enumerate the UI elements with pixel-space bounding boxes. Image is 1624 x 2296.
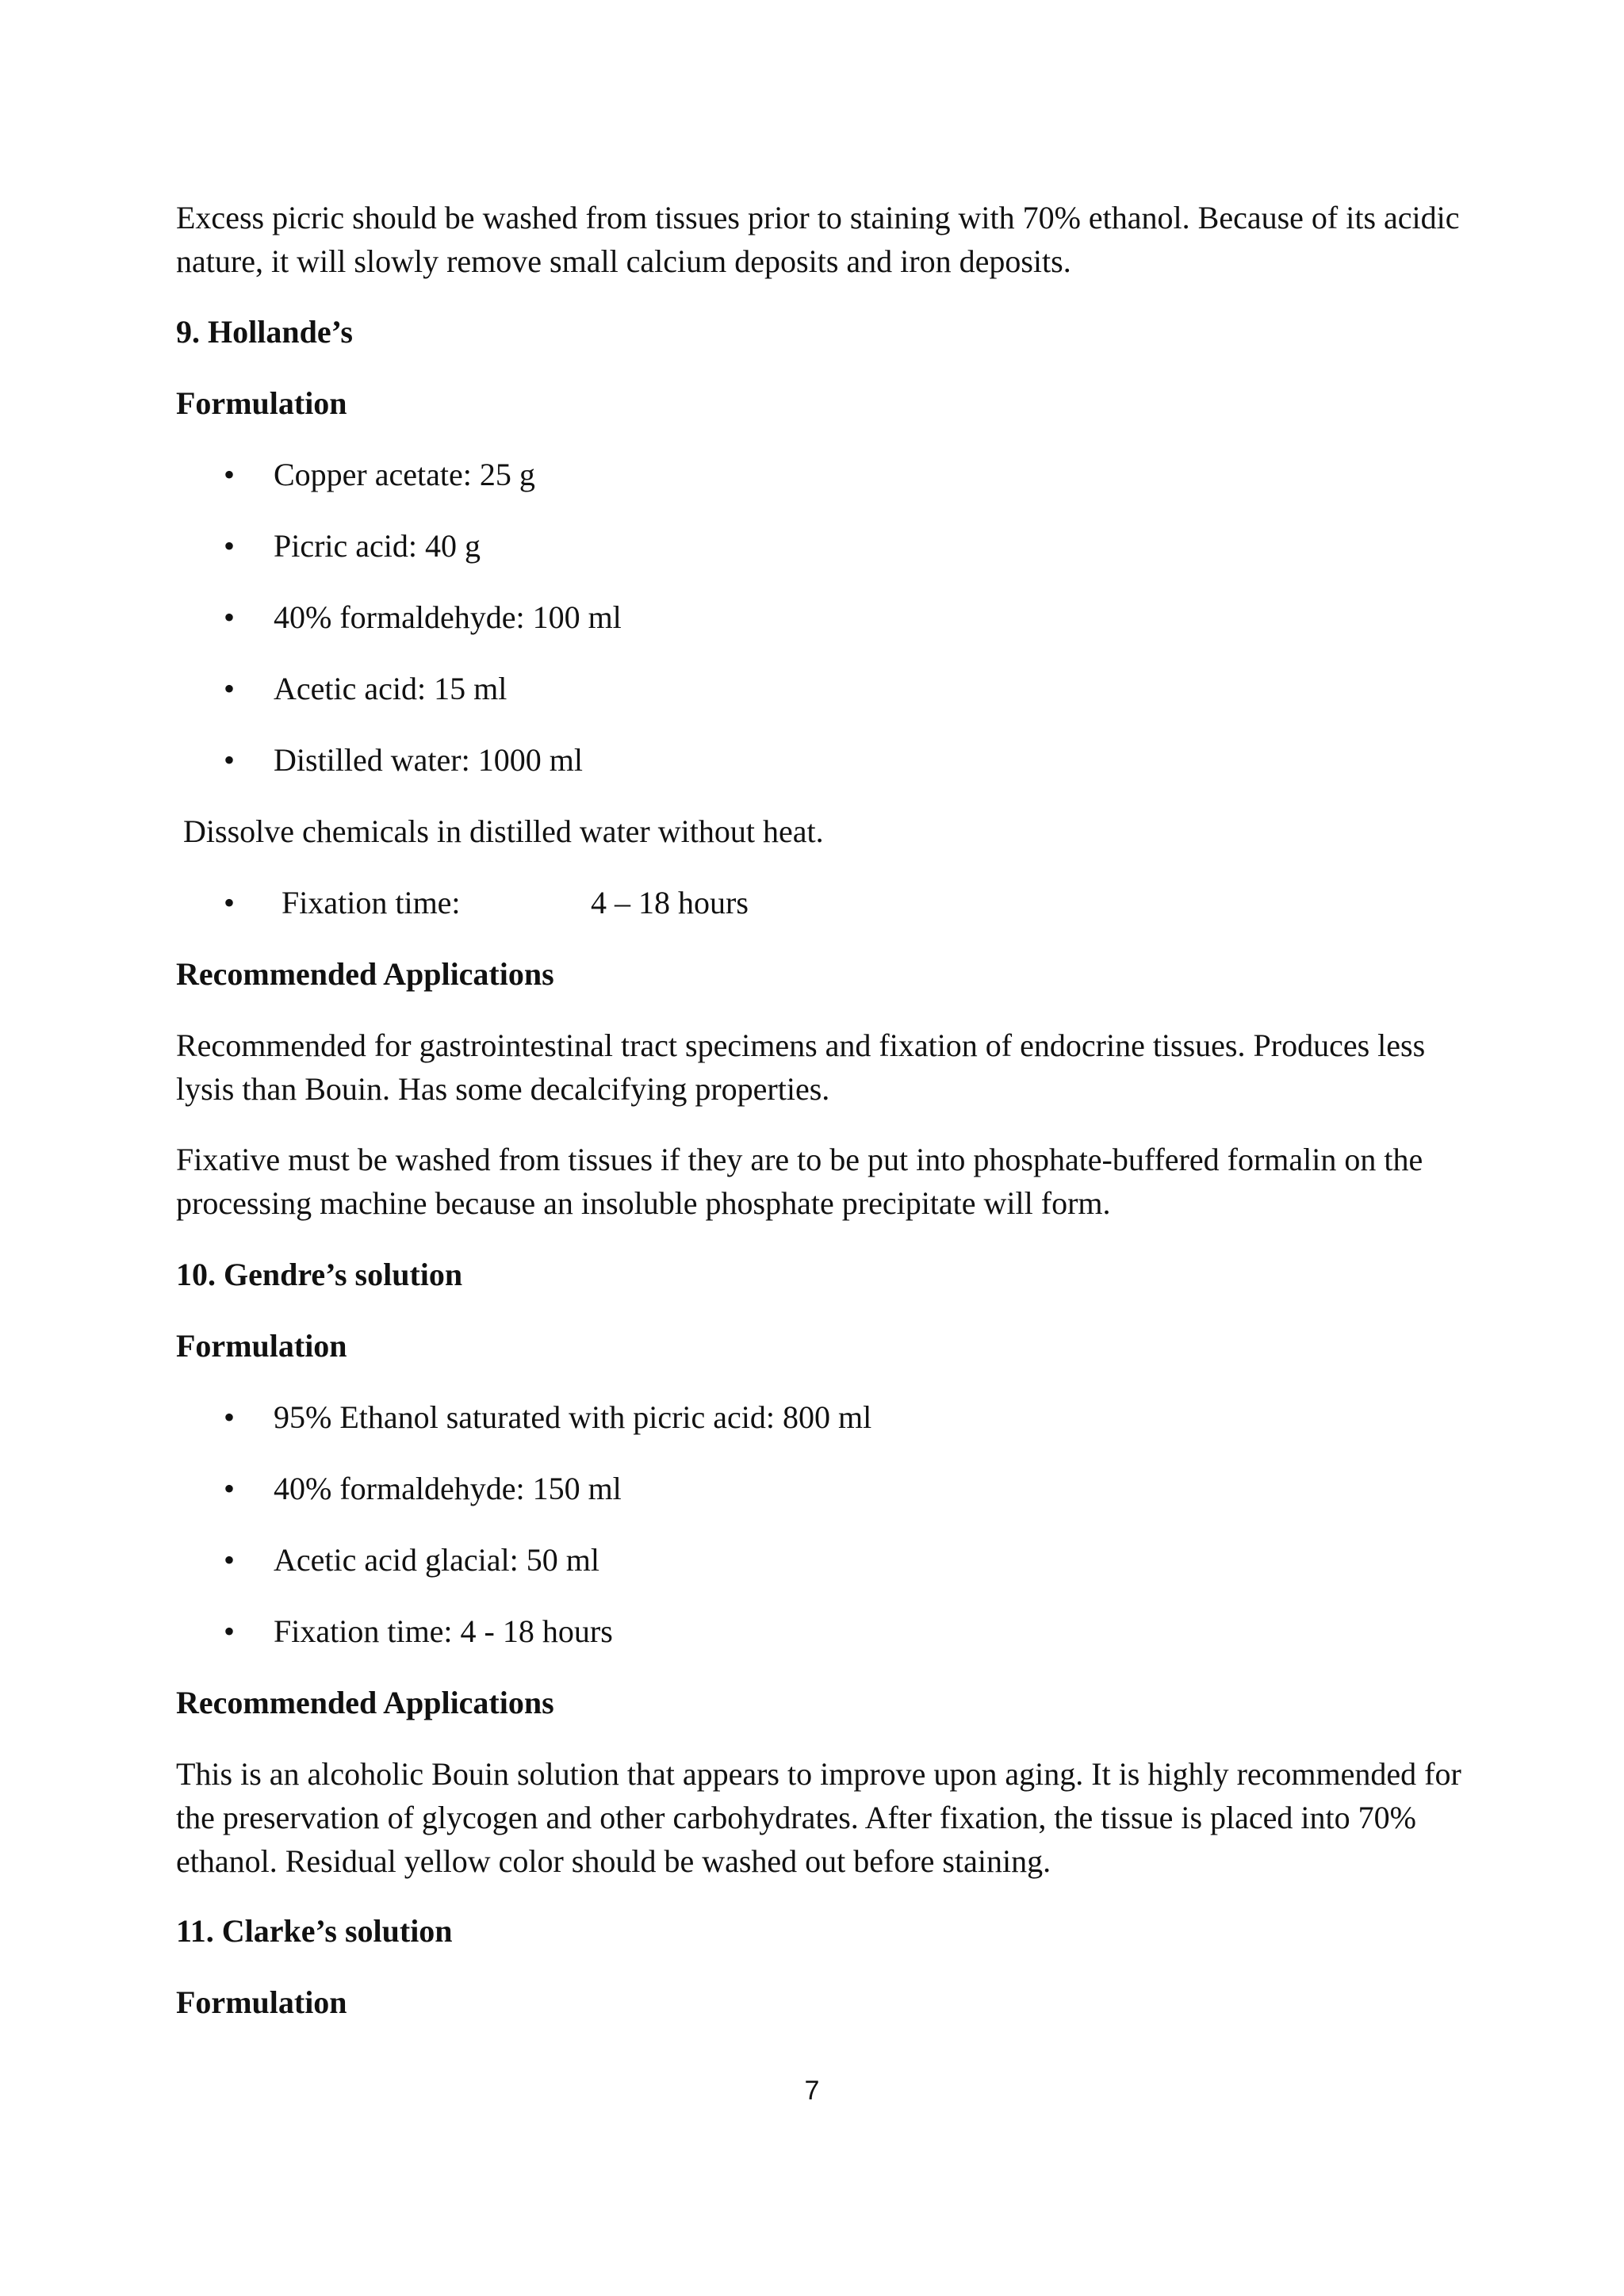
bullet-icon: • xyxy=(224,1399,236,1435)
formulation-heading: Formulation xyxy=(176,1328,347,1364)
list-item-text: 40% formaldehyde: 150 ml xyxy=(274,1471,622,1506)
fixation-time-row xyxy=(0,881,1467,924)
page-number: 7 xyxy=(804,2076,820,2106)
list-item-text: Picric acid: 40 g xyxy=(274,528,481,564)
list-item xyxy=(0,1538,1467,1582)
dissolve-note: Dissolve chemicals in distilled water without heat. xyxy=(183,813,824,849)
bullet-icon: • xyxy=(224,1613,236,1649)
formulation-heading: Formulation xyxy=(176,385,347,421)
list-item-text: Distilled water: 1000 ml xyxy=(274,742,583,778)
bullet-icon: • xyxy=(224,457,236,492)
bullet-icon: • xyxy=(224,885,236,920)
applications-paragraph: Recommended for gastrointestinal tract specimens and fixation of endocrine tissues. Produces less lysis than Bouin. Has some decalcifying properties. xyxy=(176,1027,1426,1107)
bullet-icon: • xyxy=(224,528,236,564)
bullet-icon: • xyxy=(224,671,236,706)
bullet-icon: • xyxy=(224,599,236,635)
list-item xyxy=(0,1395,1467,1439)
list-item xyxy=(0,738,1467,782)
list-item-text: 40% formaldehyde: 100 ml xyxy=(274,599,622,635)
applications-paragraph: Fixative must be washed from tissues if they are to be put into phosphate-buffered formalin on the processing machine because an insoluble phosphate precipitate will form. xyxy=(176,1142,1423,1221)
section-heading-hollande: 9. Hollande’s xyxy=(176,314,353,350)
fixation-time-value: 4 – 18 hours xyxy=(591,885,749,920)
intro-paragraph: Excess picric should be washed from tissues prior to staining with 70% ethanol. Because of its acidic nature, it will slowly remove small calcium deposits and iron deposits. xyxy=(176,200,1460,279)
list-item xyxy=(0,453,1467,496)
list-item xyxy=(0,667,1467,710)
applications-paragraph: This is an alcoholic Bouin solution that appears to improve upon aging. It is highly recommended for the preservation of glycogen and other carbohydrates. After fixation, the tissue is placed into 70% ethanol. Residual yellow color should be washed out before staining. xyxy=(176,1756,1461,1879)
applications-heading: Recommended Applications xyxy=(176,956,554,992)
list-item xyxy=(0,1467,1467,1510)
section-heading-clarke: 11. Clarke’s solution xyxy=(176,1913,453,1949)
bullet-icon: • xyxy=(224,1542,236,1578)
list-item-text: 95% Ethanol saturated with picric acid: 800 ml xyxy=(274,1399,872,1435)
list-item-text: Acetic acid: 15 ml xyxy=(274,671,508,706)
applications-heading: Recommended Applications xyxy=(176,1685,554,1720)
list-item xyxy=(0,524,1467,568)
bullet-icon: • xyxy=(224,742,236,778)
formulation-heading: Formulation xyxy=(176,1984,347,2020)
section-heading-gendre: 10. Gendre’s solution xyxy=(176,1257,463,1292)
bullet-icon: • xyxy=(224,1471,236,1506)
list-item-text: Copper acetate: 25 g xyxy=(274,457,535,492)
fixation-time-label: Fixation time: xyxy=(282,885,461,920)
list-item-text: Fixation time: 4 - 18 hours xyxy=(274,1613,613,1649)
list-item xyxy=(0,595,1467,639)
list-item xyxy=(0,1609,1467,1653)
list-item-text: Acetic acid glacial: 50 ml xyxy=(274,1542,599,1578)
